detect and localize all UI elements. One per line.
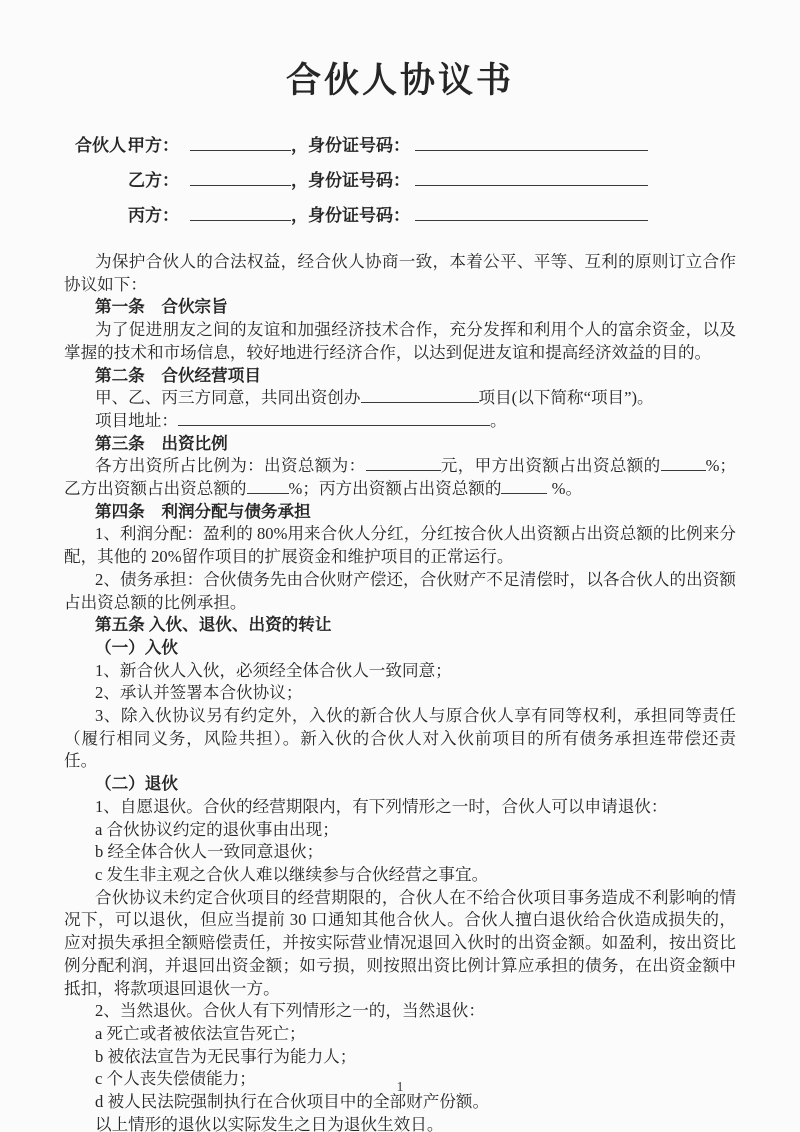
id-number-label: ，身份证号码：: [291, 136, 410, 155]
party-label: 丙方：: [128, 206, 179, 225]
paragraph: 1、自愿退伙。合伙的经营期限内，有下列情形之一时，合伙人可以申请退伙：: [95, 796, 668, 816]
section-heading: 第三条 出资比例: [95, 433, 228, 453]
party-name-blank: [190, 171, 291, 186]
paragraph: a 死亡或者被依法宣告死亡；: [95, 1023, 306, 1043]
section-heading: （二）退伙: [95, 774, 178, 794]
fill-in-blank: [661, 456, 706, 471]
section-heading: （一）入伙: [95, 637, 178, 657]
section-heading: 第四条 利润分配与债务承担: [95, 501, 311, 521]
document-title: 合伙人协议书: [285, 61, 514, 100]
paragraph: 各方出资所占比例为：出资总额为： 元，甲方出资额占出资总额的 %；乙方出资额占出资总额的 %；丙方出资额占出资总额的 %。: [64, 456, 737, 499]
id-number-blank: [415, 171, 648, 186]
paragraph: 以上情形的退伙以实际发生之日为退伙生效日。: [95, 1114, 444, 1132]
party-label: 乙方：: [128, 171, 179, 190]
section-heading: 第五条 入伙、退伙、出资的转让: [95, 615, 332, 635]
document-body: [64, 251, 736, 1132]
party-row: [75, 163, 800, 198]
fill-in-blank: [366, 456, 441, 471]
id-number-label: ，身份证号码：: [291, 171, 410, 190]
party-row: [75, 198, 800, 233]
page-number: 1: [396, 1080, 404, 1095]
id-number-blank: [415, 136, 648, 151]
paragraph: 1、新合伙人入伙，必须经全体合伙人一致同意；: [95, 660, 452, 680]
section-heading: 第一条 合伙宗旨: [95, 297, 228, 317]
id-number-label: ，身份证号码：: [291, 206, 410, 225]
party-name-blank: [190, 136, 291, 151]
parties-lead-label: 合伙人：: [75, 136, 143, 155]
paragraph: 合伙协议未约定合伙项目的经营期限的，合伙人在不给合伙项目事务造成不利影响的情况下，可以退伙，但应当提前 30 口通知其他合伙人。合伙人擅白退伙给合伙造成损失的，应对损失承担全额赔偿责任，并按实际营业情况退回入伙时的出资金额。如盈利，按出资比例分配利润，并退回出资金额；如亏损，则按照出资比例计算应承担的债务，在出资金额中抵扣，将款项退回退伙一方。: [64, 887, 736, 998]
paragraph: c 个人丧失偿债能力；: [95, 1069, 256, 1089]
paragraph: b 经全体合伙人一致同意退伙；: [95, 842, 324, 862]
paragraph: 2、当然退伙。合伙人有下列情形之一的，当然退伙：: [95, 1001, 485, 1021]
id-number-blank: [415, 206, 648, 221]
paragraph: a 合伙协议约定的退伙事由出现；: [95, 819, 339, 839]
paragraph: 2、承认并签署本合伙协议；: [95, 683, 303, 703]
paragraph: b 被依法宣告为无民事行为能力人；: [95, 1046, 357, 1066]
paragraph: 为保护合伙人的合法权益，经合伙人协商一致，本着公平、平等、互利的原则订立合作协议如下：: [64, 252, 736, 294]
fill-in-blank: [361, 388, 479, 403]
paragraph: 3、除入伙协议另有约定外，入伙的新合伙人与原合伙人享有同等权利，承担同等责任（履行相同义务，风险共担）。新入伙的合伙人对入伙前项目的所有债务承担连带偿还责任。: [64, 706, 736, 771]
parties-block: [75, 128, 800, 233]
party-label: 甲方：: [128, 136, 179, 155]
party-name-blank: [190, 206, 291, 221]
paragraph: 甲、乙、丙三方同意，共同出资创办 项目(以下简称“项目”)。: [95, 388, 654, 408]
fill-in-blank: [501, 479, 547, 494]
paragraph: d 被人民法院强制执行在合伙项目中的全部财产份额。: [95, 1092, 490, 1112]
fill-in-blank: [178, 411, 490, 426]
party-row: [75, 128, 800, 163]
paragraph: 2、债务承担：合伙债务先由合伙财产偿还，合伙财产不足清偿时，以各合伙人的出资额占出资总额的比例承担。: [64, 569, 736, 612]
fill-in-blank: [247, 479, 289, 494]
section-heading: 第二条 合伙经营项目: [95, 365, 261, 385]
paragraph: 项目地址： 。: [95, 410, 507, 430]
paragraph: 为了促进朋友之间的友谊和加强经济技术合作，充分发挥和利用个人的富余资金，以及掌握的技术和市场信息，较好地进行经济合作，以达到促进友谊和提高经济效益的目的。: [64, 320, 736, 362]
paragraph: 1、利润分配：盈利的 80%用来合伙人分红，分红按合伙人出资额占出资总额的比例来分配，其他的 20%留作项目的扩展资金和维护项目的正常运行。: [64, 524, 736, 567]
paragraph: c 发生非主观之合伙人难以继续参与合伙经营之事宜。: [95, 864, 489, 884]
